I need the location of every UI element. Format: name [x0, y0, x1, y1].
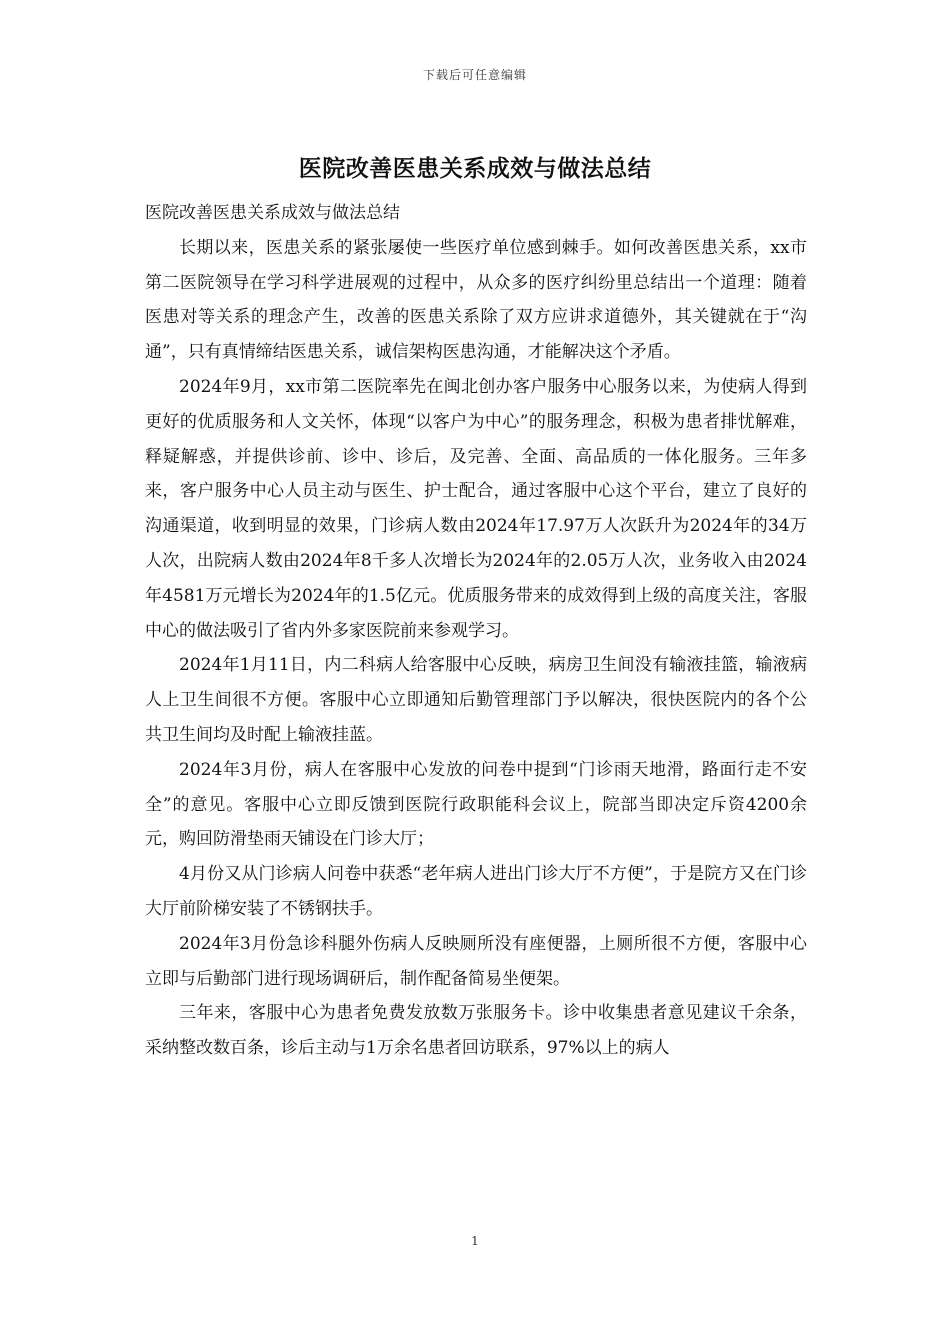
document-body [145, 196, 807, 1066]
paragraph-handrail: 4月份又从门诊病人问卷中获悉“老年病人进出门诊大厅不方便”，于是院方又在门诊大厅前阶梯安装了不锈钢扶手。 [145, 864, 807, 919]
page-number: 1 [471, 1234, 479, 1248]
document-subtitle: 医院改善医患关系成效与做法总结 [145, 203, 400, 223]
paragraph-toilet-frame: 2024年3月份急诊科腿外伤病人反映厕所没有座便器，上厕所很不方便，客服中心立即与后勤部门进行现场调研后，制作配备简易坐便架。 [145, 933, 807, 989]
page-header-note: 下载后可任意编辑 [422, 68, 527, 82]
paragraph-anti-slip-mat: 2024年3月份，病人在客服中心发放的问卷中提到“门诊雨天地滑，路面行走不安全”的意见。客服中心立即反馈到医院行政职能科会议上，院部当即决定斥资4200余元，购回防滑垫雨天铺设在门诊大厅； [145, 759, 807, 850]
paragraph-infusion-basket: 2024年1月11日，内二科病人给客服中心反映，病房卫生间没有输液挂篮，输液病人上卫生间很不方便。客服中心立即通知后勤管理部门予以解决，很快医院内的各个公共卫生间均及时配上输液挂蓝。 [145, 655, 807, 745]
paragraph-intro: 长期以来，医患关系的紧张屡使一些医疗单位感到棘手。如何改善医患关系，xx市第二医院领导在学习科学进展观的过程中，从众多的医疗纠纷里总结出一个道理：随着医患对等关系的理念产生，改善的医患关系除了双方应讲求道德外，其关键就在于“沟通”，只有真情缔结医患关系，诚信架构医患沟通，才能解决这个矛盾。 [145, 237, 807, 363]
document-title: 医院改善医患关系成效与做法总结 [298, 155, 652, 182]
paragraph-service-center: 2024年9月，xx市第二医院率先在闽北创办客户服务中心服务以来，为使病人得到更好的优质服务和人文关怀，体现“以客户为中心”的服务理念，积极为患者排忧解难，释疑解惑，并提供诊前、诊中、诊后，及完善、全面、高品质的一体化服务。三年多来，客户服务中心人员主动与医生、护士配合，通过客服中心这个平台，建立了良好的沟通渠道，收到明显的效果，门诊病人数由2024年17.97万人次跃升为2024年的34万人次，出院病人数由2024年8千多人次增长为2024年的2.05万人次，业务收入由2024年4581万元增长为2024年的1.5亿元。优质服务带来的成效得到上级的高度关注，客服中心的做法吸引了省内外多家医院前来参观学习。 [145, 376, 807, 641]
paragraph-three-years: 三年来，客服中心为患者免费发放数万张服务卡。诊中收集患者意见建议千余条，采纳整改数百条，诊后主动与1万余名患者回访联系，97%以上的病人 [145, 1003, 807, 1059]
